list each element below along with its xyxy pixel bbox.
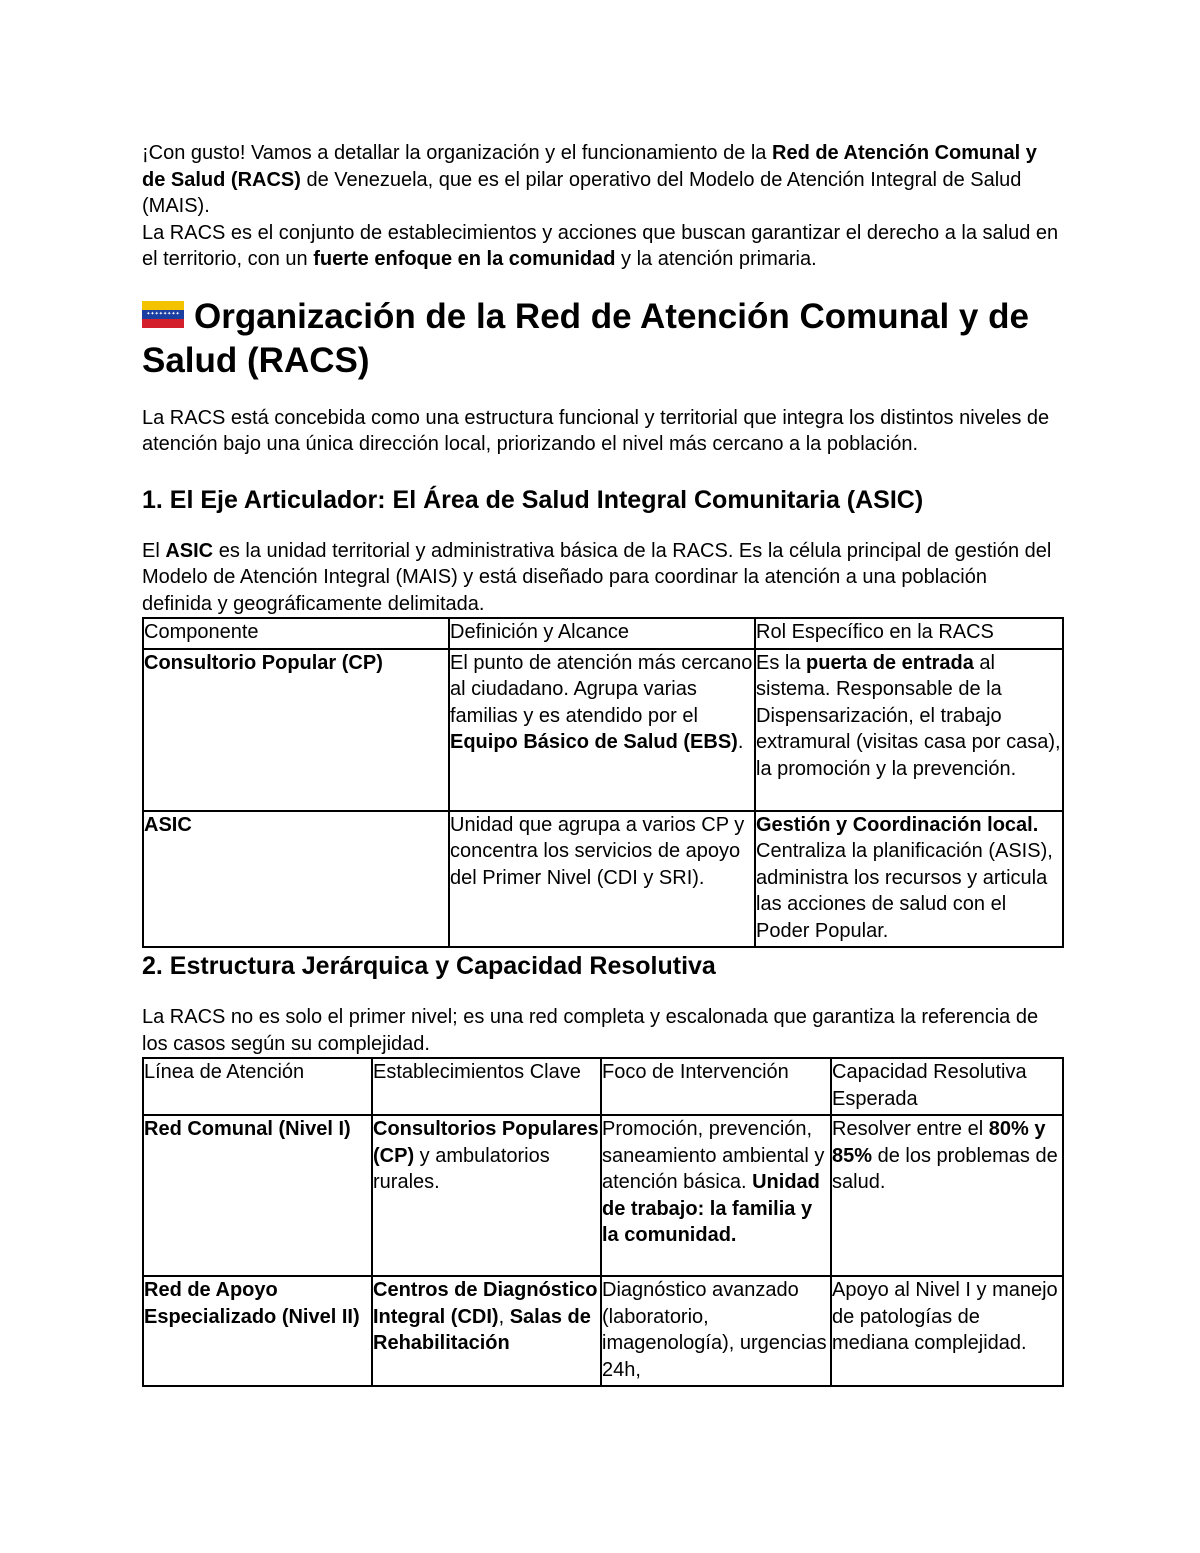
table-cell [143,1115,372,1276]
table-header-cell: Rol Específico en la RACS [755,618,1063,649]
cell-text: Diagnóstico avanzado (laboratorio, imagenología), urgencias 24h, [602,1279,827,1381]
cell-text: Promoción, prevención, saneamiento ambiental y atención básica. [602,1118,825,1193]
intro-text: y la atención primaria. [615,248,817,270]
section-2-paragraph: La RACS no es solo el primer nivel; es una red completa y escalonada que garantiza la referencia de los casos según su complejidad. [142,1006,1039,1055]
cell-text: Centraliza la planificación (ASIS), administra los recursos y articula las acciones de salud con el Poder Popular. [756,840,1053,942]
table-row [143,649,1063,811]
intro-paragraph-2 [142,220,1062,273]
document-content [142,140,1062,1387]
table-cell [143,811,449,948]
intro-text: La RACS es el conjunto de establecimientos y acciones que buscan garantizar el derecho a la salud en el territorio, con un [142,221,1059,270]
section-1-heading: 1. El Eje Articulador: El Área de Salud Integral Comunitaria (ASIC) [142,485,924,514]
table-cell [755,811,1063,948]
cell-bold-text: ASIC [144,813,192,836]
table-cell [601,1115,831,1276]
cell-text: y ambulatorios rurales. [373,1144,550,1193]
table-header-cell: Definición y Alcance [449,618,755,649]
cell-bold-text: 80% y 85% [832,1118,1046,1167]
asic-table [142,617,1064,948]
table-cell [449,811,755,948]
table-row [143,811,1063,948]
cell-bold-text: Centros de Diagnóstico Integral (CDI) [373,1279,598,1328]
cell-bold-text: Gestión y Coordinación local. [756,813,1039,836]
table-cell [831,1276,1063,1386]
table-cell [143,1276,372,1386]
section-2-heading: 2. Estructura Jerárquica y Capacidad Resolutiva [142,952,716,980]
table-header-row [143,1058,1063,1115]
venezuela-flag-icon: ✦✦✦✦✦✦✦✦ [142,301,184,329]
page-title-text: Organización de la Red de Atención Comunal y de Salud (RACS) [142,296,1029,380]
table-header-row [143,618,1063,649]
section-1-text: es la unidad territorial y administrativa básica de la RACS. Es la célula principal de gestión del Modelo de Atención Integral (MAIS) y está diseñado para coordinar la atención a una población definida y geográficamente delimitada. [142,539,1052,615]
table-header-cell: Componente [143,618,449,649]
title-paragraph: La RACS está concebida como una estructura funcional y territorial que integra los distintos niveles de atención bajo una única dirección local, priorizando el nivel más cercano a la población. [142,406,1050,455]
structure-table [142,1057,1064,1387]
page-title [142,295,1062,383]
table-cell [372,1115,601,1276]
cell-text: , [498,1305,510,1328]
table-header-cell: Capacidad Resolutiva Esperada [831,1058,1063,1115]
cell-text: al sistema. Responsable de la Dispensarización, el trabajo extramural (visitas casa por casa), la promoción y la prevención. [756,651,1061,780]
cell-text: Apoyo al Nivel I y manejo de patologías de mediana complejidad. [832,1279,1058,1354]
cell-bold-text: Consultorios Populares (CP) [373,1118,599,1167]
section-1-paragraph [142,538,1062,618]
table-cell [143,649,449,811]
table-cell [372,1276,601,1386]
cell-text: Unidad que agrupa a varios CP y concentra los servicios de apoyo del Primer Nivel (CDI y SRI). [450,813,745,889]
cell-text: . [737,731,744,753]
table-cell [831,1115,1063,1276]
intro-paragraph-1 [142,140,1062,220]
cell-text: de los problemas de salud. [832,1144,1058,1193]
cell-text: El punto de atención más cercano al ciudadano. Agrupa varias familias y es atendido por el [450,651,753,727]
cell-bold-text: Equipo Básico de Salud (EBS) [450,731,738,753]
table-cell [755,649,1063,811]
cell-bold-text: puerta de entrada [806,651,974,674]
intro-text: ¡Con gusto! Vamos a detallar la organización y el funcionamiento de la [142,142,772,164]
intro-bold-racs: Red de Atención Comunal y de Salud (RACS) [142,142,1037,191]
cell-bold-text: Consultorio Popular (CP) [144,651,383,674]
table-row [143,1115,1063,1276]
cell-bold-text: Salas de Rehabilitación [373,1305,591,1354]
table-header-cell: Línea de Atención [143,1058,372,1115]
section-1-text: El [142,539,166,562]
table-header-cell: Foco de Intervención [601,1058,831,1115]
intro-bold-community: fuerte enfoque en la comunidad [313,248,616,270]
cell-bold-text: Red de Apoyo Especializado (Nivel II) [144,1279,360,1328]
table-header-cell: Establecimientos Clave [372,1058,601,1115]
table-cell [449,649,755,811]
cell-text: Es la [756,651,807,674]
cell-text: Resolver entre el [832,1118,989,1140]
section-1-bold-asic: ASIC [165,539,214,562]
cell-bold-text: Unidad de trabajo: la familia y la comunidad. [602,1171,820,1246]
table-cell [601,1276,831,1386]
table-row [143,1276,1063,1386]
cell-bold-text: Red Comunal (Nivel I) [144,1118,351,1140]
intro-text: de Venezuela, que es el pilar operativo del Modelo de Atención Integral de Salud (MAIS). [142,168,1022,217]
